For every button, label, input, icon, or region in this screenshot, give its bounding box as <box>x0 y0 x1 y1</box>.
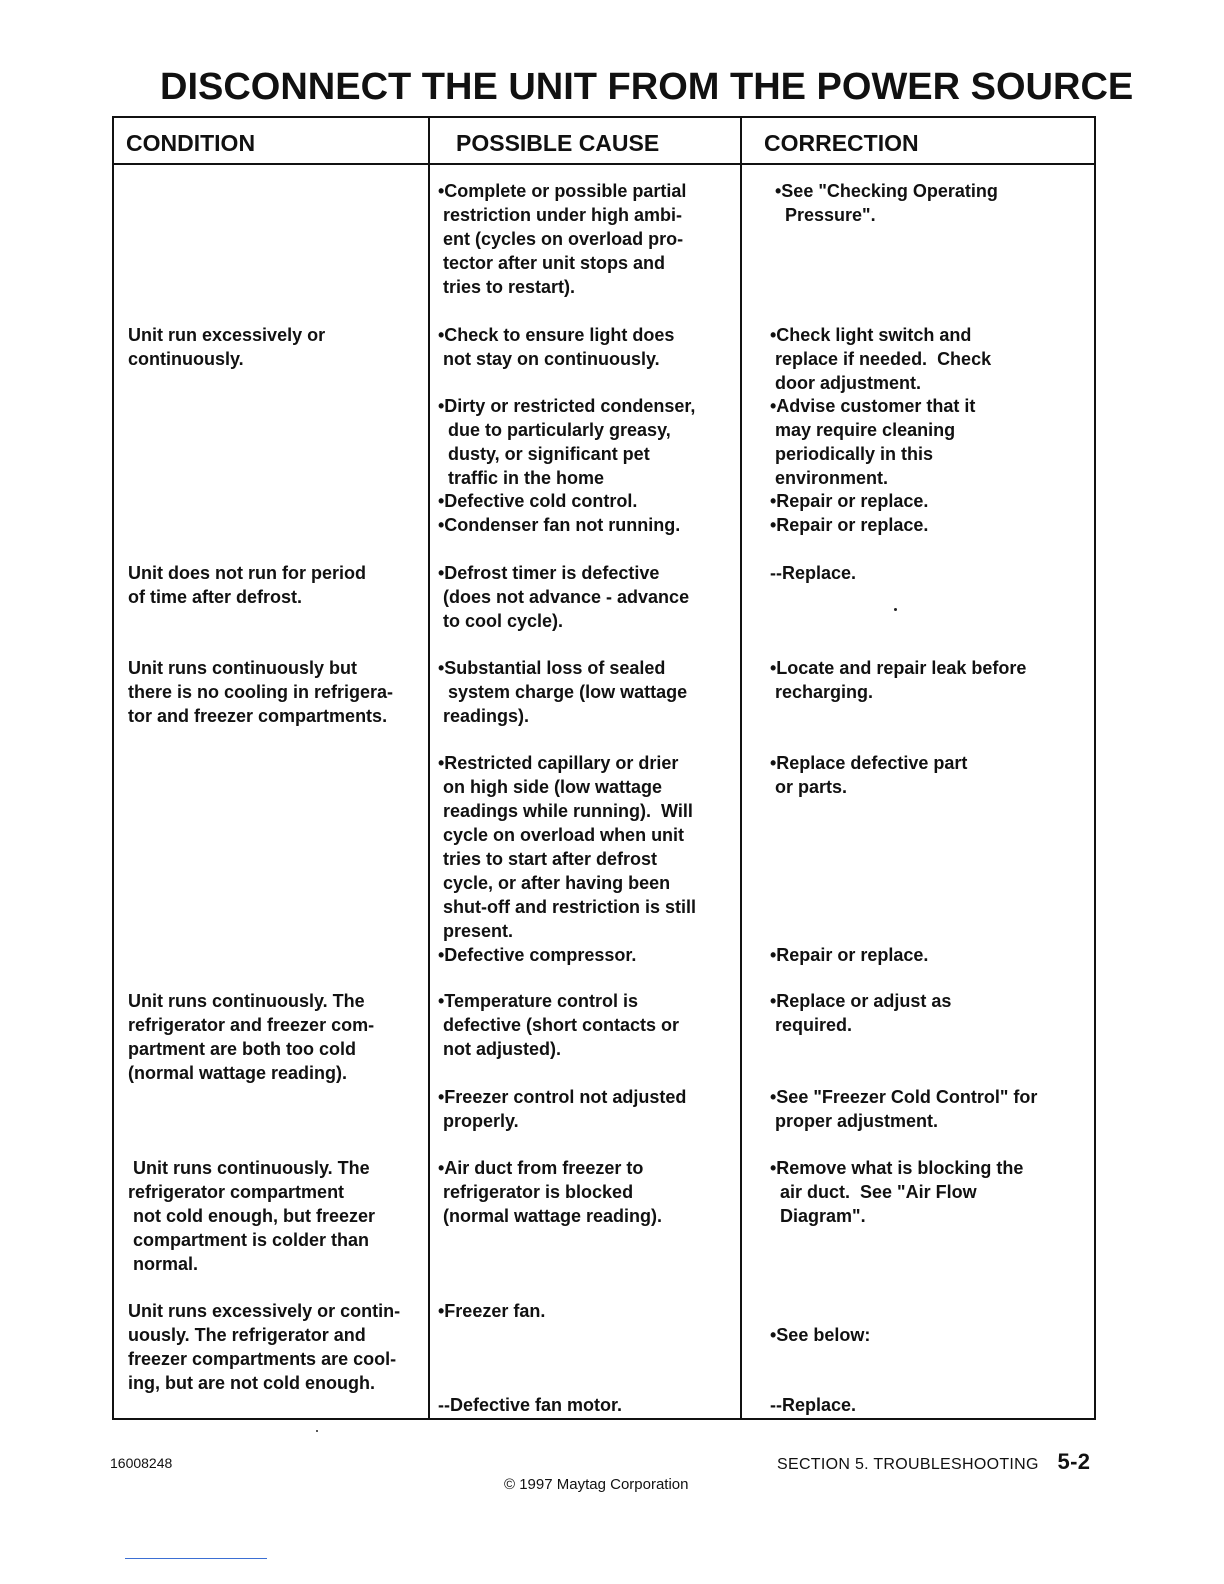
copyright-notice: © 1997 Maytag Corporation <box>504 1476 689 1493</box>
cause-cell: •Freezer control not adjusted properly. <box>438 1087 687 1131</box>
cause-cell: •Defrost timer is defective (does not advance - advance to cool cycle). <box>438 563 690 631</box>
cause-cell: •Air duct from freezer to refrigerator is blocked (normal wattage reading). <box>438 1158 663 1226</box>
correction-cell: •See "Checking Operating Pressure". <box>775 181 998 225</box>
cause-cell: •Restricted capillary or drier on high side (low wattage readings while running). Will cycle on overload when unit tries to start after defrost cycle, or after having been shut-off and restriction is still present. <box>438 753 697 941</box>
column-divider <box>428 118 430 1418</box>
condition-cell: Unit runs continuously. The refrigerator and freezer com- partment are both too cold (normal wattage reading). <box>128 991 375 1083</box>
correction-cell: --Replace. <box>770 563 857 583</box>
condition-cell: Unit runs excessively or contin- uously. The refrigerator and freezer compartments are cool- ing, but are not cold enough. <box>128 1301 401 1393</box>
correction-cell: •Replace or adjust as required. <box>770 991 952 1035</box>
correction-cell: •Repair or replace. <box>770 945 929 965</box>
troubleshooting-table <box>112 116 1096 1420</box>
cause-cell: •Complete or possible partial restriction under high ambi- ent (cycles on overload pro- tector after unit stops and tries to restart). <box>438 181 687 297</box>
condition-cell: Unit run excessively or continuously. <box>128 325 326 369</box>
cause-cell: •Defective compressor. <box>438 945 637 965</box>
cause-cell: •Freezer fan. <box>438 1301 546 1321</box>
correction-cell: •Check light switch and replace if needed. Check door adjustment. <box>770 325 992 393</box>
cause-cell: •Substantial loss of sealed system charge (low wattage readings). <box>438 658 688 726</box>
cause-cell: --Defective fan motor. <box>438 1395 623 1415</box>
column-divider <box>740 118 742 1418</box>
correction-cell: •Replace defective part or parts. <box>770 753 968 797</box>
cause-cell: •Defective cold control. <box>438 491 638 511</box>
column-header-possible-cause: POSSIBLE CAUSE <box>456 130 660 156</box>
correction-cell: •See "Freezer Cold Control" for proper adjustment. <box>770 1087 1038 1131</box>
condition-cell: Unit does not run for period of time after defrost. <box>128 563 366 607</box>
correction-cell: •Advise customer that it may require cleaning periodically in this environment. <box>770 396 976 488</box>
column-header-condition: CONDITION <box>126 130 256 156</box>
section-footer <box>777 1449 1090 1475</box>
condition-cell: Unit runs continuously. The refrigerator compartment not cold enough, but freezer compartment is colder than normal. <box>128 1158 375 1274</box>
cause-cell: •Check to ensure light does not stay on continuously. <box>438 325 675 369</box>
scan-speck <box>894 608 897 611</box>
stray-underline <box>125 1558 267 1559</box>
section-label: SECTION 5. TROUBLESHOOTING <box>777 1456 1039 1473</box>
correction-cell: •Remove what is blocking the air duct. See "Air Flow Diagram". <box>770 1158 1024 1226</box>
cause-cell: •Condenser fan not running. <box>438 515 681 535</box>
correction-cell: --Replace. <box>770 1395 857 1415</box>
cause-cell: •Temperature control is defective (short contacts or not adjusted). <box>438 991 680 1059</box>
correction-cell: •Repair or replace. <box>770 491 929 511</box>
correction-cell: •Repair or replace. <box>770 515 929 535</box>
document-number: 16008248 <box>110 1455 173 1471</box>
column-header-correction: CORRECTION <box>764 130 919 156</box>
correction-cell: •Locate and repair leak before recharging. <box>770 658 1027 702</box>
cause-cell: •Dirty or restricted condenser, due to particularly greasy, dusty, or significant pet traffic in the home <box>438 396 696 488</box>
condition-cell: Unit runs continuously but there is no cooling in refrigera- tor and freezer compartments. <box>128 658 394 726</box>
scan-speck <box>316 1430 318 1432</box>
page-number: 5-2 <box>1057 1449 1091 1474</box>
page-title: DISCONNECT THE UNIT FROM THE POWER SOURCE <box>160 66 1134 108</box>
header-divider <box>114 163 1094 165</box>
correction-cell: •See below: <box>770 1325 871 1345</box>
